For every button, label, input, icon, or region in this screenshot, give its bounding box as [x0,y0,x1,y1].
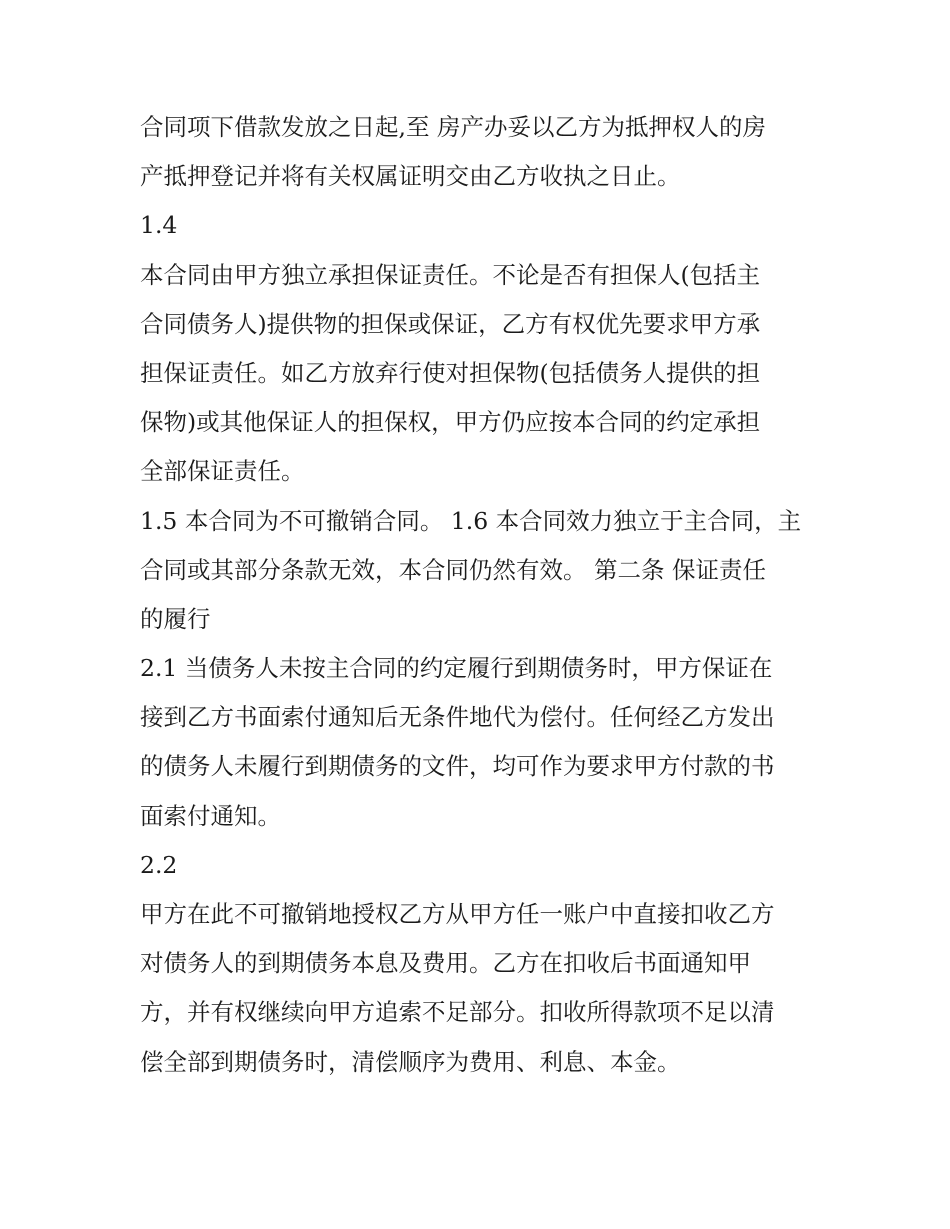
text-line: 合同项下借款发放之日起,至 房产办妥以乙方为抵押权人的房 [140,113,766,141]
text-line: 的履行 [140,604,211,633]
text-line: 保物)或其他保证人的担保权，甲方仍应按本合同的约定承担 [140,408,761,437]
text-line: 担保证责任。如乙方放弃行使对担保物(包括债务人提供的担 [140,358,761,387]
text-line: 产抵押登记并将有关权属证明交由乙方收执之日止。 [140,162,681,191]
text-line: 全部保证责任。 [140,457,305,486]
text-line: 甲方在此不可撤销地授权乙方从甲方任一账户中直接扣收乙方 [140,900,775,928]
text-line: 合同或其部分条款无效，本合同仍然有效。 第二条 保证责任 [140,555,766,584]
document-body [140,103,830,1087]
text-line: 合同债务人)提供物的担保或保证，乙方有权优先要求甲方承 [140,309,761,338]
text-line: 1.5 本合同为不可撤销合同。 1.6 本合同效力独立于主合同，主 [140,506,802,535]
text-line: 本合同由甲方独立承担保证责任。不论是否有担保人(包括主 [140,260,761,289]
text-line: 面索付通知。 [140,801,281,830]
text-line: 对债务人的到期债务本息及费用。乙方在扣收后书面通知甲 [140,949,751,978]
text-line: 的债务人未履行到期债务的文件，均可作为要求甲方付款的书 [140,752,775,781]
section-number: 1.4 [140,211,178,240]
text-line: 偿全部到期债务时，清偿顺序为费用、利息、本金。 [140,1047,681,1076]
section-number: 2.2 [140,850,178,879]
text-line: 接到乙方书面索付通知后无条件地代为偿付。任何经乙方发出 [140,703,775,732]
text-line: 2.1 当债务人未按主合同的约定履行到期债务时，甲方保证在 [140,654,773,683]
text-line: 方，并有权继续向甲方追索不足部分。扣收所得款项不足以清 [140,998,775,1027]
